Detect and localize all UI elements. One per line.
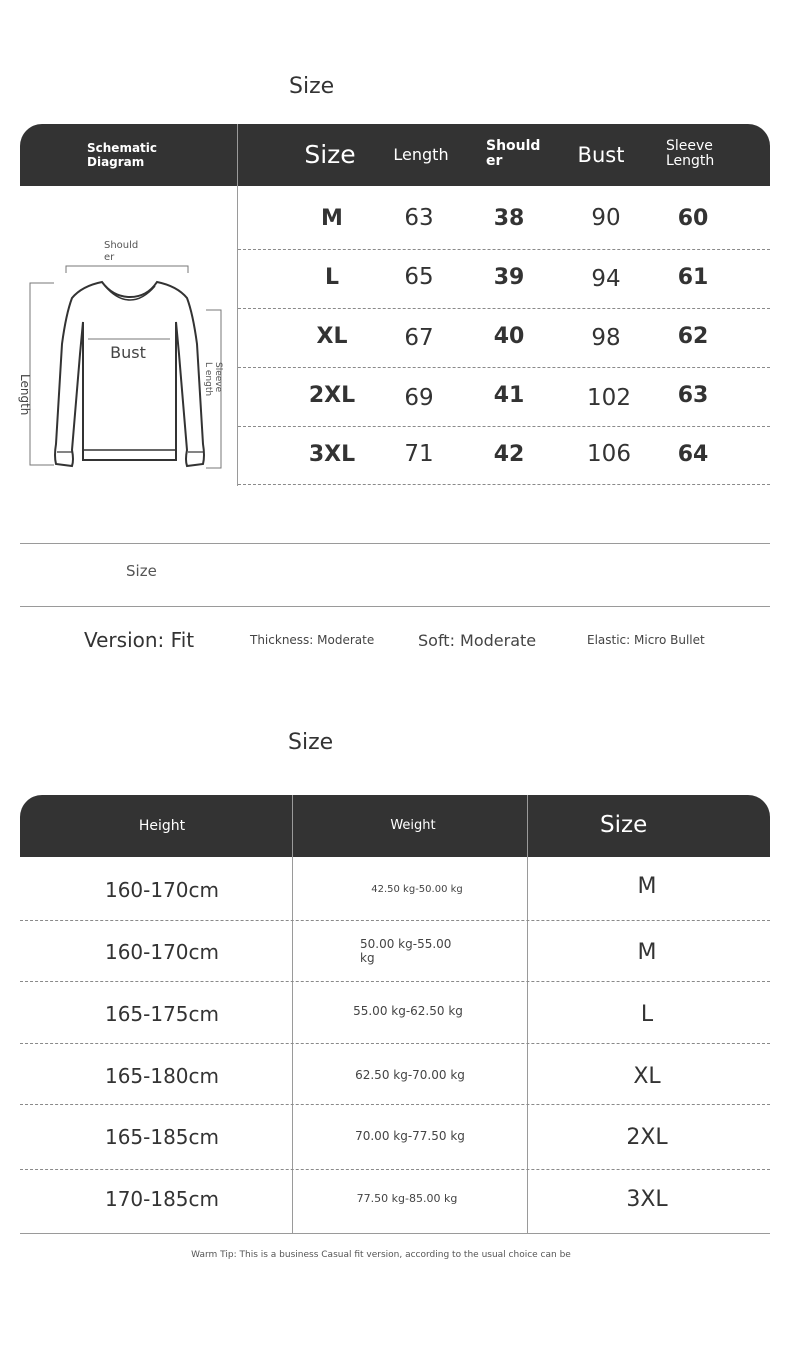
cell-shoulder: 38 <box>493 205 525 231</box>
row-divider <box>20 1169 770 1170</box>
cell-height: 165-175cm <box>104 1002 220 1026</box>
cell-size: M <box>321 205 343 231</box>
row-divider <box>20 1043 770 1044</box>
cell-bust: 90 <box>591 205 621 231</box>
band-bottom-line <box>20 606 770 607</box>
cell-height: 160-170cm <box>104 940 220 964</box>
length-measure-line <box>30 283 54 465</box>
header-weight: Weight <box>390 817 436 833</box>
size-band-label: Size <box>126 562 157 580</box>
cell-height: 165-180cm <box>104 1064 220 1088</box>
header-length: Length <box>393 144 449 164</box>
header-sleeve: Sleeve Length <box>666 138 715 169</box>
shoulder-measure-line <box>66 266 188 273</box>
row-divider <box>20 920 770 921</box>
row-divider <box>238 308 770 309</box>
section1-title: Size <box>289 74 335 99</box>
cell-bust: 94 <box>591 266 621 292</box>
band-top-line <box>20 543 770 544</box>
cell-size: XL <box>316 323 348 349</box>
cell-height: 160-170cm <box>104 878 220 902</box>
cell-size: 3XL <box>308 441 356 467</box>
cell-length: 69 <box>404 385 434 411</box>
size-recommendation-table <box>20 795 770 1233</box>
cell-weight: 50.00 kg-55.00 kg <box>360 937 452 965</box>
sweatshirt-outline <box>55 282 204 466</box>
row-divider <box>238 484 770 485</box>
cell-sleeve: 60 <box>677 205 709 231</box>
cell-size: M <box>637 873 657 899</box>
cell-size: XL <box>633 1063 661 1089</box>
cell-size: 2XL <box>626 1124 668 1150</box>
row-divider <box>20 981 770 982</box>
cell-sleeve: 62 <box>677 323 709 349</box>
attribute-version: Version: Fit <box>84 628 195 652</box>
row-divider <box>238 426 770 427</box>
section2-title: Size <box>288 730 334 755</box>
header-height: Height <box>138 818 186 834</box>
cell-bust: 106 <box>587 441 631 467</box>
cell-weight: 42.50 kg-50.00 kg <box>371 883 463 895</box>
cell-shoulder: 39 <box>493 264 525 290</box>
header-size: Size <box>600 812 648 838</box>
cell-height: 170-185cm <box>104 1187 220 1211</box>
cell-shoulder: 42 <box>493 441 525 467</box>
cell-sleeve: 61 <box>677 264 709 290</box>
warm-tip: Warm Tip: This is a business Casual fit version, according to the usual choice can be <box>191 1250 571 1260</box>
cell-height: 165-185cm <box>104 1125 220 1149</box>
diagram-bust-label: Bust <box>110 342 146 362</box>
table1-divider <box>237 124 238 486</box>
header-shoulder: Should er <box>486 138 541 169</box>
table2-divider <box>527 795 528 1233</box>
cell-bust: 102 <box>587 385 631 411</box>
row-divider <box>20 1104 770 1105</box>
diagram-shoulder-label: Should er <box>104 240 139 263</box>
diagram-sleeve-label: Sleeve L ength <box>203 362 223 397</box>
cell-size: 3XL <box>626 1186 668 1212</box>
cell-size: M <box>637 939 657 965</box>
cell-weight: 70.00 kg-77.50 kg <box>355 1129 465 1143</box>
cell-length: 67 <box>404 325 434 351</box>
diagram-length-label: Length <box>18 374 32 416</box>
row-divider <box>238 249 770 250</box>
attribute-elastic: Elastic: Micro Bullet <box>587 633 705 647</box>
cell-length: 65 <box>404 264 434 290</box>
header-size: Size <box>304 139 356 169</box>
cell-weight: 62.50 kg-70.00 kg <box>355 1068 465 1082</box>
row-divider <box>238 367 770 368</box>
header-schematic: Schematic Diagram <box>87 141 158 169</box>
cell-size: L <box>324 264 340 290</box>
cell-shoulder: 41 <box>493 382 525 408</box>
cell-sleeve: 64 <box>677 441 709 467</box>
cell-sleeve: 63 <box>677 382 709 408</box>
attribute-thickness: Thickness: Moderate <box>250 633 375 647</box>
cell-weight: 77.50 kg-85.00 kg <box>356 1191 458 1205</box>
table2-bottom-line <box>20 1233 770 1234</box>
header-bust: Bust <box>577 143 625 167</box>
cell-length: 63 <box>404 205 434 231</box>
attribute-soft: Soft: Moderate <box>418 631 537 650</box>
cell-shoulder: 40 <box>493 323 525 349</box>
cell-size: L <box>640 1001 654 1027</box>
cell-bust: 98 <box>591 325 621 351</box>
cell-length: 71 <box>404 441 434 467</box>
size-measurement-table <box>20 124 770 486</box>
cell-weight: 55.00 kg-62.50 kg <box>353 1004 463 1018</box>
cell-size: 2XL <box>308 382 356 408</box>
